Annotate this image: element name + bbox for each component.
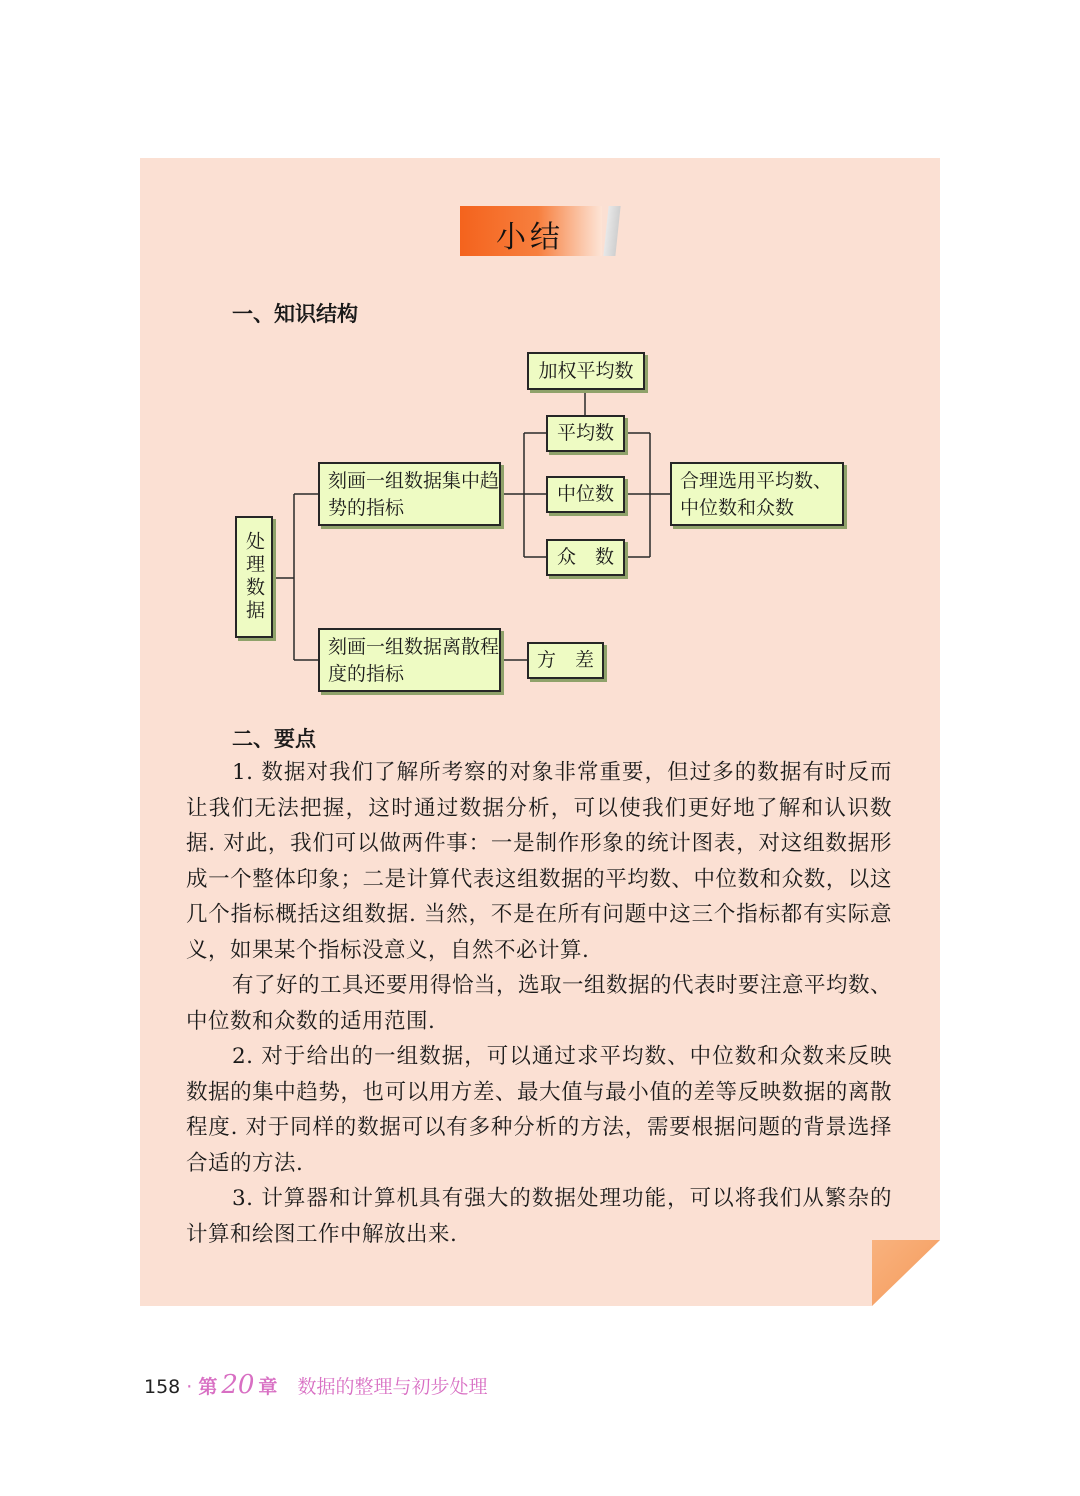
diagram-mean-box [546, 415, 625, 452]
chapter-title: 数据的整理与初步处理 [297, 1376, 488, 1398]
diagram-choose-label: 合理选用平均数、中位数和众数 [680, 470, 833, 519]
diagram-variance-box [527, 642, 604, 679]
chapter-suffix: 章 [258, 1376, 278, 1398]
diagram-mode-box [546, 539, 625, 576]
page-footer [144, 1370, 487, 1400]
diagram-median-box [546, 476, 625, 513]
key-point-1-note-text: 有了好的工具还要用得恰当，选取一组数据的代表时要注意平均数、中位数和众数的适用范围. [186, 973, 893, 1034]
footer-separator: · [186, 1376, 193, 1398]
key-point-2-text: 2. 对于给出的一组数据，可以通过求平均数、中位数和众数来反映数据的集中趋势，也可以用方差、最大值与最小值的差等反映数据的离散程度. 对于同样的数据可以有多种分析的方法，需要根据问题的背景选择合适的方法. [186, 1044, 892, 1176]
diagram-choose-box [670, 462, 844, 526]
diagram-weighted-mean-label: 加权平均数 [538, 359, 634, 382]
chapter-number: 20 [221, 1370, 255, 1400]
diagram-root-label: 处理数据 [243, 531, 265, 623]
page-number: 158 [144, 1376, 181, 1398]
section-title: 小结 [496, 220, 564, 255]
diagram-mode-label: 众 数 [556, 546, 614, 568]
diagram-variance-label: 方 差 [536, 649, 594, 671]
diagram-central-tendency-label: 刻画一组数据集中趋势的指标 [328, 470, 500, 519]
diagram-median-label: 中位数 [556, 483, 614, 505]
key-point-1 [186, 755, 892, 968]
diagram-root-box [235, 516, 273, 638]
key-point-3 [186, 1181, 892, 1252]
key-point-2 [186, 1039, 892, 1181]
heading-key-points: 二、要点 [232, 727, 316, 751]
heading-knowledge-structure: 一、知识结构 [232, 302, 358, 326]
diagram-central-tendency-box [318, 462, 501, 526]
key-point-1-text: 1. 数据对我们了解所考察的对象非常重要，但过多的数据有时反而让我们无法把握，这时通过数据分析，可以使我们更好地了解和认识数据. 对此，我们可以做两件事：一是制作形象的统计图表，对这组数据形成一个整体印象；二是计算代表这组数据的平均数、中位数和众数，以这几个指标概括这组数据. 当然，不是在所有问题中这三个指标都有实际意义，如果某个指标没意义，自然不必计算. [186, 760, 892, 963]
diagram-dispersion-label: 刻画一组数据离散程度的指标 [328, 636, 500, 685]
diagram-dispersion-box [318, 628, 501, 692]
chapter-prefix: 第 [198, 1376, 218, 1398]
diagram-weighted-mean-box [527, 352, 645, 390]
key-point-3-text: 3. 计算器和计算机具有强大的数据处理功能，可以将我们从繁杂的计算和绘图工作中解放出来. [186, 1186, 892, 1247]
key-point-1-note [186, 968, 892, 1039]
diagram-mean-label: 平均数 [556, 422, 614, 444]
